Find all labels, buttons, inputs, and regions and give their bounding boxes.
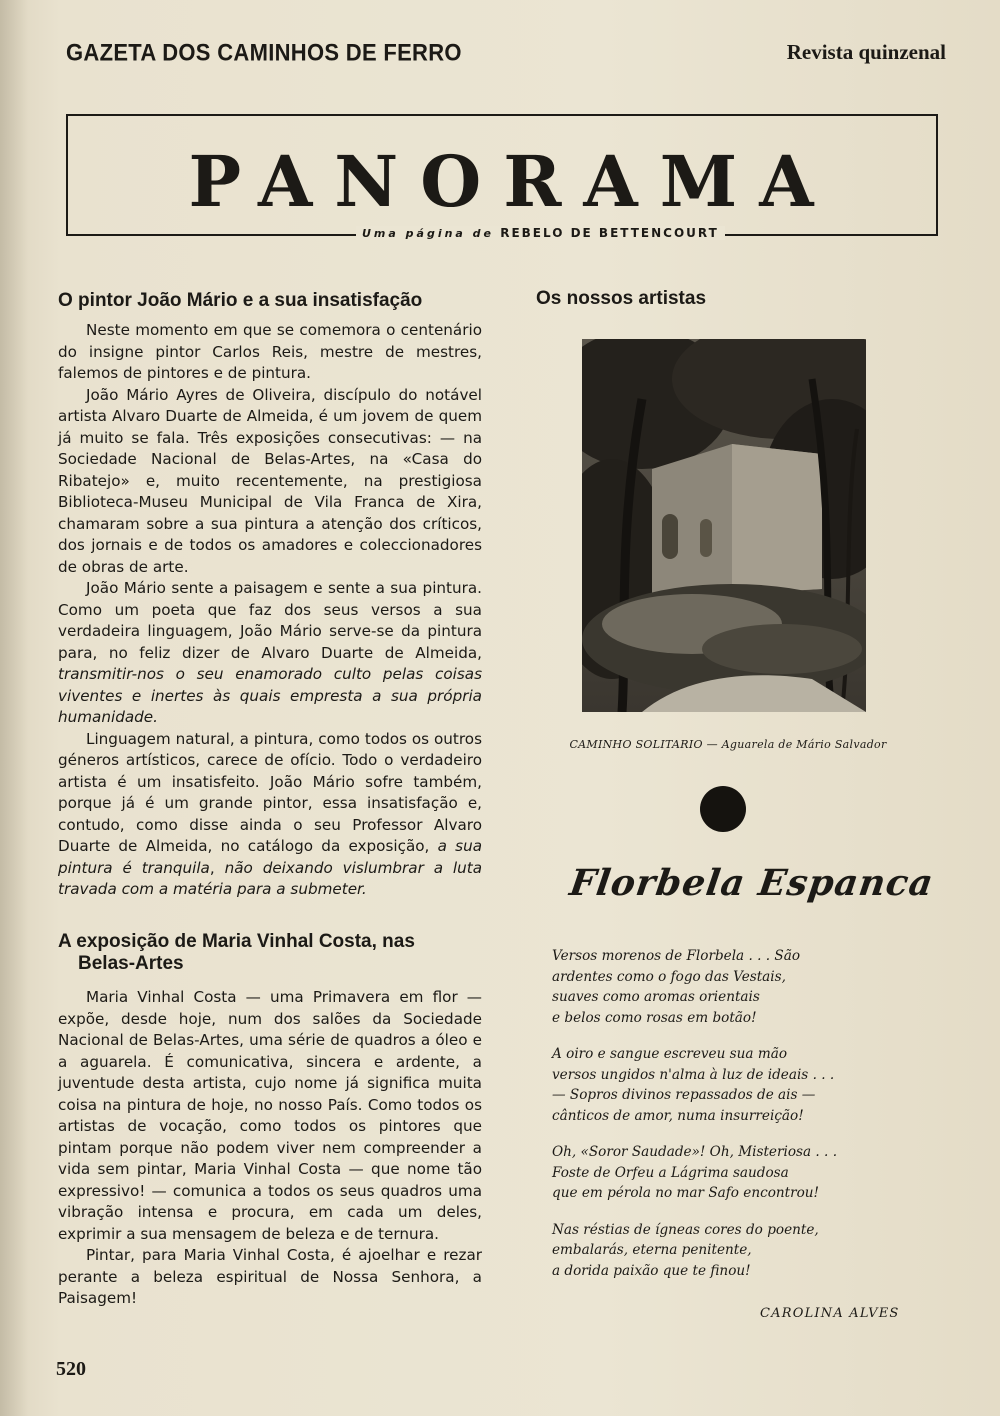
poem-verse: embalarás, eterna penitente, [552,1242,752,1258]
poem-verse: Nas réstias de ígneas cores do poente, [552,1221,819,1238]
periodicity-label: Revista quinzenal [786,40,946,64]
poem-verse: que em pérola no mar Safo encontrou! [552,1185,820,1201]
poem-stanza [552,1044,912,1126]
article1-paragraph [58,578,482,729]
byline-author: REBELO DE BETTENCOURT [500,226,719,240]
article1-p4-quote-end: não deixando vislumbrar a luta travada com a matéria para a submeter. [58,858,483,898]
poem-verse: Foste de Orfeu a Lágrima saudosa [552,1164,789,1181]
article1-paragraph [58,729,482,901]
journal-title: GAZETA DOS CAMINHOS DE FERRO [66,38,462,67]
poem-verse: Oh, «Soror Saudade»! Oh, Misteriosa . . . [552,1144,838,1160]
article1-p3-quote: transmitir-nos o seu enamorado culto pelas coisas viventes e inertes às quais empresta a sua própria humanidade. [58,665,482,726]
article2-paragraph: Pintar, para Maria Vinhal Costa, é ajoelhar e rezar perante a beleza espiritual de Nossa Senhora, a Paisagem! [58,1246,482,1307]
article1-heading: O pintor João Mário e a sua insatisfação [58,290,423,311]
poem-verse: e belos como rosas em botão! [552,1009,757,1026]
poem-verse: Versos morenos de Florbela . . . São [552,948,800,964]
article2-body [58,987,482,1310]
poem-verse: a dorida paixão que te finou! [552,1262,751,1279]
poem-verse: cânticos de amor, numa insurreição! [552,1107,804,1124]
article2-paragraph: Maria Vinhal Costa — uma Primavera em flor — expõe, desde hoje, num dos salões da Sociedade Nacional de Belas-Artes, uma série de quadros a óleo e a aguarela. É comunicativa, sincera e ardente, a juventude desta artista, cujo nome já significa muita coisa na pintura de hoje, no nosso País. Como todos os artistas de vocação, como todos os pintores que pintam porque não podem viver nem compreender a vida sem pintar, Maria Vinhal Costa — que nome tão expressivo! — comunica a todos os seus quadros uma vibração intensa e procura, em cada um deles, exprimir a sua mensagem de beleza e de ternura. [58,988,482,1243]
poem-verse: — Sopros divinos repassados de ais — [552,1087,816,1103]
painting-illustration [582,339,866,712]
painting-image [582,339,866,712]
article1-paragraph: João Mário Ayres de Oliveira, discípulo do notável artista Alvaro Duarte de Almeida, é um jovem de quem já muito se fala. Três exposições consecutivas: — na Sociedade Nacional de Belas-Artes, na «Casa do Ribatejo» e, muito recentemente, na prestigiosa Biblioteca-Museu Municipal de Vila Franca de Xira, chamaram sobre a sua pintura a atenção dos críticos, dos jornais e de todos os amadores e coleccionadores de obras de arte. [58,385,482,576]
poem-title: Florbela Espanca [567,862,937,904]
poem-author: CAROLINA ALVES [760,1306,900,1321]
article1-body [58,320,482,901]
poem-verse: ardentes como o fogo das Vestais, [552,968,786,985]
byline [356,226,725,240]
running-head [66,40,946,70]
page-number: 520 [56,1358,86,1380]
article1-p4-sep: , [209,858,225,877]
artists-heading: Os nossos artistas [536,288,707,309]
poem-verse: suaves como aromas orientais [552,989,760,1005]
poem-stanza [552,1220,912,1282]
article2-heading [58,931,488,975]
ornament-dot [700,786,746,832]
article1-p4-quote: a sua pintura é tranquila [58,837,483,877]
article1-paragraph: Neste momento em que se comemora o centenário do insigne pintor Carlos Reis, mestre de mestres, falemos de pintores e de pintura. [58,321,482,382]
panorama-banner [66,114,938,236]
article2-heading-line1: A exposição de Maria Vinhal Costa, nas [58,931,415,952]
painting-caption: CAMINHO SOLITARIO — Aguarela de Mário Salvador [569,738,887,751]
poem-stanza [552,946,912,1028]
article1-p3-text: João Mário sente a paisagem e sente a sua pintura. Como um poeta que faz dos seus versos a sua verdadeira linguagem, João Mário serve-se da pintura para, no feliz dizer de Alvaro Duarte de Almeida, [58,579,482,662]
article1-p4-text: Linguagem natural, a pintura, como todos os outros géneros artísticos, carece de ofício. Todo o verdadeiro artista é um insatisfeito. João Mário sofre também, porque já é um grande pintor, essa insatisfação e, contudo, como disse ainda o seu Professor Alvaro Duarte de Almeida, no catálogo da exposição, [58,729,482,855]
poem-verse: A oiro e sangue escreveu sua mão [552,1046,788,1062]
article2-heading-line2: Belas-Artes [78,953,184,974]
byline-prefix: Uma página de [362,227,495,240]
banner-title: PANORAMA [188,140,836,223]
poem-verse: versos ungidos n'alma à luz de ideais . . . [552,1066,835,1083]
poem [552,946,912,1297]
page-spine-shadow [0,0,28,1416]
poem-stanza [552,1142,912,1204]
